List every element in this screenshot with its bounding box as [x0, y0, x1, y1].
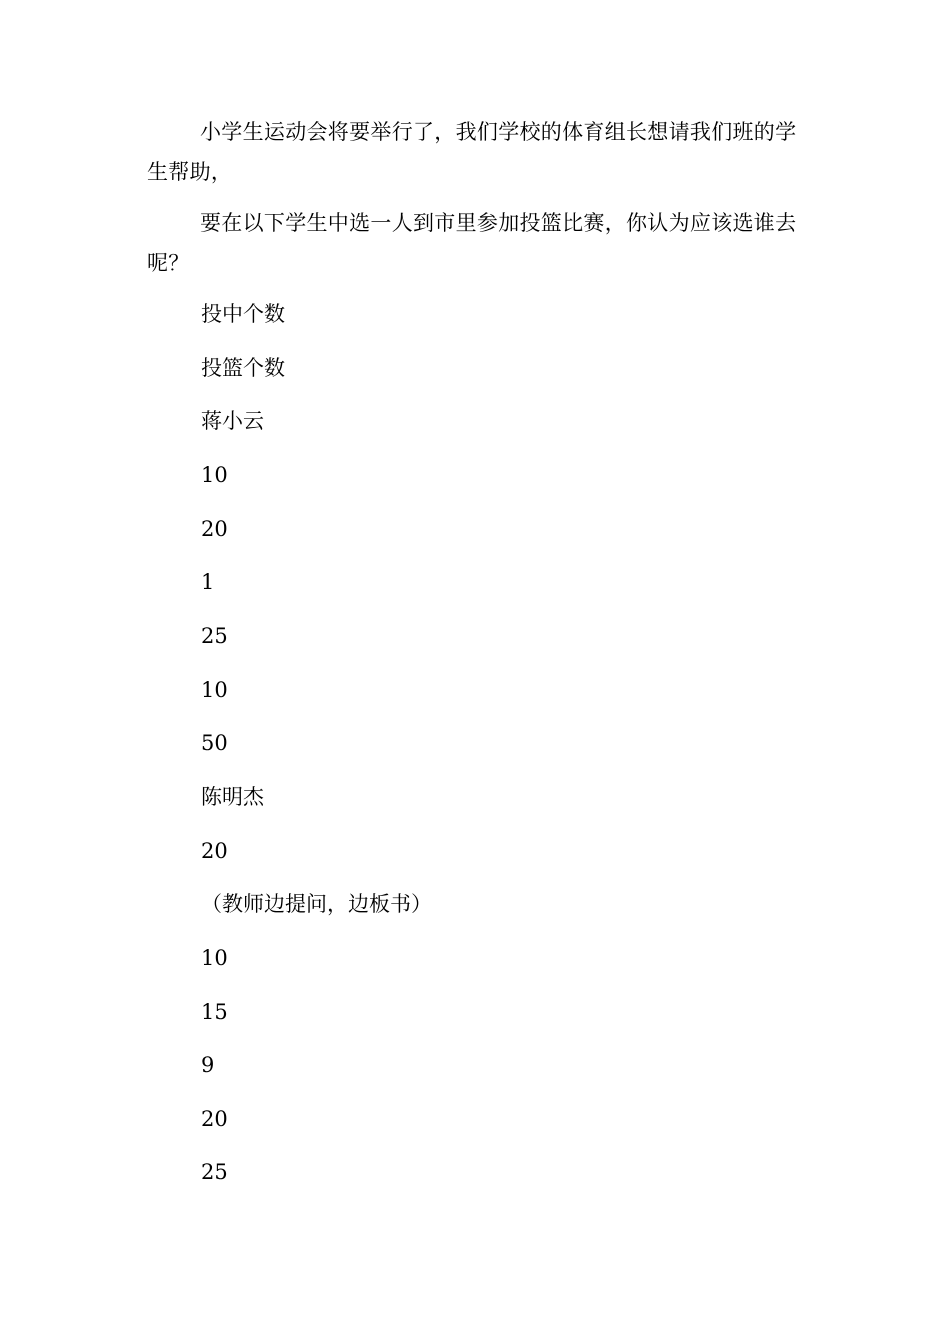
text-line: 15 [201, 1000, 228, 1024]
text-line: 9 [201, 1053, 215, 1077]
text-line: 陈明杰 [201, 785, 264, 809]
text-line: 20 [201, 1107, 228, 1131]
text-line: 25 [201, 624, 228, 648]
text-line: 1 [201, 570, 215, 594]
text-line: 25 [201, 1160, 228, 1184]
text-line: 投中个数 [201, 302, 285, 326]
text-line: 20 [201, 517, 228, 541]
text-line: 10 [201, 678, 228, 702]
text-line: 10 [201, 946, 228, 970]
question-paragraph: 要在以下学生中选一人到市里参加投篮比赛，你认为应该选谁去呢？ [147, 211, 797, 275]
text-line: （教师边提问，边板书） [201, 892, 432, 916]
text-line: 50 [201, 731, 228, 755]
text-line: 20 [201, 839, 228, 863]
intro-paragraph: 小学生运动会将要举行了，我们学校的体育组长想请我们班的学生帮助， [147, 120, 797, 184]
text-line: 蒋小云 [201, 409, 264, 433]
text-line: 10 [201, 463, 228, 487]
text-line: 投篮个数 [201, 356, 285, 380]
